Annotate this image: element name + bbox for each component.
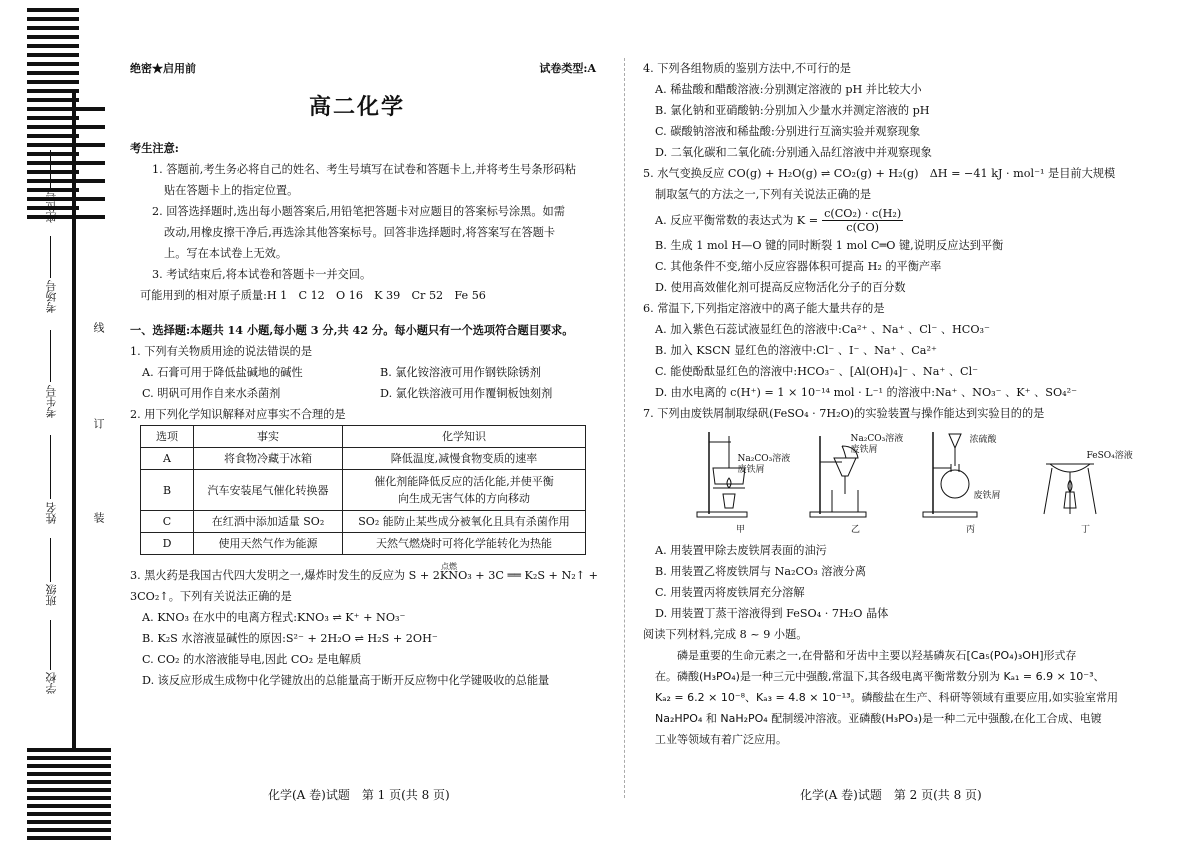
- seat-number-rule: [50, 150, 51, 188]
- margin-stripe: [27, 804, 111, 808]
- margin-stripe: [27, 152, 79, 156]
- candidate-number-rule: [50, 330, 51, 382]
- margin-stripe: [27, 179, 105, 183]
- figure-caption: 甲: [735, 525, 745, 535]
- question-5-option-a: [643, 205, 1143, 235]
- figure-label: Na₂CO₃溶液: [850, 434, 904, 444]
- table-cell: C: [141, 511, 194, 533]
- margin-stripe: [27, 820, 111, 824]
- option-a-prefix: A. 反应平衡常数的表达式为 K =: [655, 213, 819, 227]
- cut-mark-bind: 装: [92, 512, 105, 523]
- cut-mark-line: 线: [92, 322, 105, 333]
- exam-page-1: [118, 58, 599, 691]
- table-row: [141, 470, 586, 511]
- option: C. 用装置丙将废铁屑充分溶解: [655, 586, 805, 599]
- margin-stripe: [27, 215, 105, 219]
- table-header: 化学知识: [343, 426, 586, 448]
- question-3-stem-cont: 3CO₂↑。下列有关说法正确的是: [130, 590, 292, 603]
- reading-intro: 阅读下列材料,完成 8 ~ 9 小题。: [643, 628, 808, 641]
- option: C. 能使酚酞显红色的溶液中:HCO₃⁻ 、[Al(OH)₄]⁻ 、Na⁺ 、Cl⁻: [655, 365, 979, 378]
- exam-title: 高二化学: [308, 94, 405, 120]
- table-row: [141, 448, 586, 470]
- margin-stripe: [27, 17, 79, 21]
- exam-room-rule: [50, 236, 51, 278]
- margin-stripe: [27, 125, 105, 129]
- apparatus-figures: [643, 428, 1143, 536]
- reading-line: 在。磷酸(H₃PO₄)是一种三元中强酸,常温下,其各级电离平衡常数分别为 Kₐ₁ = 6.9 × 10⁻³、: [655, 670, 1105, 683]
- exam-room-label: 考场号: [45, 280, 58, 313]
- reaction-condition: 点燃: [441, 562, 457, 571]
- page1-header: [130, 58, 596, 79]
- figure-caption: 丙: [965, 525, 975, 535]
- table-cell: A: [141, 448, 194, 470]
- fraction-denominator: c(CO): [846, 220, 880, 234]
- margin-stripe: [27, 748, 111, 752]
- margin-stripe: [27, 8, 79, 12]
- option: A. 加入紫色石蕊试液显红色的溶液中:Ca²⁺ 、Na⁺ 、Cl⁻ 、HCO₃⁻: [655, 323, 990, 336]
- question-3-stem-text: 3. 黑火药是我国古代四大发明之一,爆炸时发生的反应为 S + 2KNO₃ + 3C ══ K₂S + N₂↑ +: [130, 569, 599, 582]
- figure-label: 废铁屑: [973, 491, 1001, 501]
- page-divider: [624, 58, 625, 798]
- question-2-table: [140, 425, 586, 555]
- margin-stripe: [27, 116, 79, 120]
- notice-line: 1. 答题前,考生务必将自己的姓名、考生号填写在试卷和答题卡上,并将考生号条形码粘: [152, 163, 577, 176]
- table-header: 选项: [141, 426, 194, 448]
- reading-line: 工业等领域有着广泛应用。: [655, 733, 787, 746]
- table-row: [141, 511, 586, 533]
- option: C. CO₂ 的水溶液能导电,因此 CO₂ 是电解质: [142, 653, 362, 666]
- table-row: [141, 533, 586, 555]
- table-cell: 将食物冷藏于冰箱: [194, 448, 343, 470]
- notice-line: 3. 考试结束后,将本试卷和答题卡一并交回。: [152, 268, 372, 281]
- name-label: 姓名: [45, 502, 58, 524]
- figure-caption: 丁: [1080, 525, 1090, 535]
- option: C. 其他条件不变,缩小反应容器体积可提高 H₂ 的平衡产率: [655, 260, 942, 273]
- table-cell: 汽车安装尾气催化转换器: [194, 470, 343, 511]
- figure-label: 浓硫酸: [969, 435, 997, 445]
- apparatus-jia: [686, 428, 796, 536]
- page2-footer: 化学(A 卷)试题 第 2 页(共 8 页): [800, 788, 982, 802]
- margin-stripe: [27, 764, 111, 768]
- table-cell: 使用天然气作为能源: [194, 533, 343, 555]
- margin-stripe: [27, 143, 105, 147]
- option: B. 氯化钠和亚硝酸钠:分别加入少量水并测定溶液的 pH: [655, 104, 930, 117]
- margin-stripe: [27, 161, 105, 165]
- apparatus-ding: [1031, 428, 1141, 536]
- margin-stripe: [27, 836, 111, 840]
- option: A. 石膏可用于降低盐碱地的碱性: [142, 366, 303, 379]
- option: D. 用装置丁蒸干溶液得到 FeSO₄ · 7H₂O 晶体: [655, 607, 889, 620]
- option: A. 用装置甲除去废铁屑表面的油污: [655, 544, 827, 557]
- margin-stripe: [27, 772, 111, 776]
- margin-stripe: [27, 26, 79, 30]
- secret-mark: 绝密★启用前: [130, 62, 196, 75]
- table-header: 事实: [194, 426, 343, 448]
- fraction-numerator: c(CO₂) · c(H₂): [824, 206, 902, 220]
- paper-type: 试卷类型:A: [539, 62, 596, 75]
- table-cell: B: [141, 470, 194, 511]
- margin-stripe: [27, 98, 79, 102]
- margin-stripe: [27, 44, 79, 48]
- table-cell: 降低温度,减慢食物变质的速率: [343, 448, 586, 470]
- option: D. 氯化铁溶液可用作覆铜板蚀刻剂: [380, 387, 553, 400]
- candidate-number-label: 考生号: [45, 385, 58, 418]
- notice-line: 贴在答题卡上的指定位置。: [164, 184, 299, 197]
- margin-stripe: [27, 53, 79, 57]
- figure-label: FeSO₄溶液: [1086, 451, 1133, 461]
- table-cell: 在红酒中添加适量 SO₂: [194, 511, 343, 533]
- option: D. 由水电离的 c(H⁺) = 1 × 10⁻¹⁴ mol · L⁻¹ 的溶液中:Na⁺ 、NO₃⁻ 、K⁺ 、SO₄²⁻: [655, 386, 1077, 399]
- apparatus-ding-drawing: [1036, 428, 1136, 520]
- question-6-stem: 6. 常温下,下列指定溶液中的离子能大量共存的是: [643, 302, 885, 315]
- question-5-stem-cont: 制取氢气的方法之一,下列有关说法正确的是: [655, 188, 872, 201]
- question-5-stem: 5. 水气变换反应 CO(g) + H₂O(g) ⇌ CO₂(g) + H₂(g) ΔH = −41 kJ · mol⁻¹ 是目前大规模: [643, 167, 1116, 180]
- table-cell: 天然气燃烧时可将化学能转化为热能: [343, 533, 586, 555]
- class-label: 班级: [45, 584, 58, 606]
- table-cell: 催化剂能降低反应的活化能,并使平衡向生成无害气体的方向移动: [343, 470, 586, 511]
- margin-stripe: [27, 796, 111, 800]
- class-rule: [50, 538, 51, 582]
- page1-footer: 化学(A 卷)试题 第 1 页(共 8 页): [268, 788, 450, 802]
- option: B. 生成 1 mol H—O 键的同时断裂 1 mol C═O 键,说明反应达到平衡: [655, 239, 1004, 252]
- apparatus-bing: [916, 428, 1026, 536]
- option: A. KNO₃ 在水中的电离方程式:KNO₃ ⇌ K⁺ + NO₃⁻: [142, 611, 406, 624]
- reading-line: 磷是重要的生命元素之一,在骨骼和牙齿中主要以羟基磷灰石[Ca₅(PO₄)₃OH]形式存: [677, 649, 1077, 662]
- question-3-stem: [118, 562, 599, 586]
- option: B. K₂S 水溶液显碱性的原因:S²⁻ + 2H₂O ⇌ H₂S + 2OH⁻: [142, 632, 438, 645]
- question-1-options: [118, 362, 596, 404]
- margin-stripe: [27, 35, 79, 39]
- margin-stripe: [27, 107, 105, 111]
- figure-label: 废铁屑: [737, 465, 765, 475]
- margin-stripe: [27, 170, 79, 174]
- margin-stripe: [27, 756, 111, 760]
- margin-stripe: [27, 71, 79, 75]
- school-label: 学校: [45, 672, 58, 694]
- question-4-stem: 4. 下列各组物质的鉴别方法中,不可行的是: [643, 62, 851, 75]
- reading-line: Na₂HPO₄ 和 NaH₂PO₄ 配制缓冲溶液。亚磷酸(H₃PO₃)是一种二元中强酸,在化工合成、电镀: [655, 712, 1102, 725]
- equilibrium-fraction: [822, 207, 903, 234]
- cut-mark-staple: 订: [92, 418, 105, 429]
- option: B. 用装置乙将废铁屑与 Na₂CO₃ 溶液分离: [655, 565, 867, 578]
- figure-caption: 乙: [850, 525, 860, 535]
- option: C. 明矾可用作自来水杀菌剂: [142, 387, 281, 400]
- margin-stripe: [27, 828, 111, 832]
- seat-number-label: 座位号: [45, 190, 58, 223]
- option: D. 使用高效催化剂可提高反应物活化分子的百分数: [655, 281, 906, 294]
- margin-stripe: [27, 812, 111, 816]
- margin-stripe: [27, 62, 79, 66]
- question-1-stem: 1. 下列有关物质用途的说法错误的是: [130, 345, 313, 358]
- option: D. 二氧化碳和二氧化硫:分别通入品红溶液中并观察现象: [655, 146, 932, 159]
- notice-title: 考生注意:: [130, 141, 179, 155]
- school-rule: [50, 620, 51, 670]
- table-cell: SO₂ 能防止某些成分被氧化且具有杀菌作用: [343, 511, 586, 533]
- binding-margin: [0, 0, 112, 849]
- margin-stripe: [27, 197, 105, 201]
- section-heading: 一、选择题:本题共 14 小题,每小题 3 分,共 42 分。每小题只有一个选项符合题目要求。: [130, 323, 574, 337]
- figure-label: Na₂CO₃溶液: [737, 454, 791, 464]
- option: A. 稀盐酸和醋酸溶液:分别测定溶液的 pH 并比较大小: [655, 83, 922, 96]
- option: C. 碳酸钠溶液和稀盐酸:分别进行互滴实验并观察现象: [655, 125, 921, 138]
- margin-stripe: [27, 788, 111, 792]
- margin-stripe: [27, 134, 79, 138]
- question-7-stem: 7. 下列由废铁屑制取绿矾(FeSO₄ · 7H₂O)的实验装置与操作能达到实验目的的是: [643, 407, 1045, 420]
- reading-line: Kₐ₂ = 6.2 × 10⁻⁸、Kₐ₃ = 4.8 × 10⁻¹³。磷酸盐在生产、科研等领域有重要应用,如实验室常用: [655, 691, 1119, 704]
- question-2-stem: 2. 用下列化学知识解释对应事实不合理的是: [130, 408, 346, 421]
- option: D. 该反应形成生成物中化学键放出的总能量高于断开反应物中化学键吸收的总能量: [142, 674, 550, 687]
- name-rule: [50, 435, 51, 499]
- margin-stripe: [27, 780, 111, 784]
- exam-page-2: [643, 58, 1143, 750]
- apparatus-yi: [801, 428, 911, 536]
- margin-stripe: [27, 80, 79, 84]
- margin-stripe: [27, 89, 79, 93]
- atomic-masses: 可能用到的相对原子质量:H 1 C 12 O 16 K 39 Cr 52 Fe 56: [140, 289, 486, 302]
- table-cell: D: [141, 533, 194, 555]
- figure-label: 废铁屑: [850, 445, 878, 455]
- notice-line: 上。写在本试卷上无效。: [164, 247, 288, 260]
- notice-line: 改动,用橡皮擦干净后,再选涂其他答案标号。回答非选择题时,将答案写在答题卡: [164, 226, 556, 239]
- notice-line: 2. 回答选择题时,选出每小题答案后,用铅笔把答题卡对应题目的答案标号涂黑。如需: [152, 205, 565, 218]
- option: B. 加入 KSCN 显红色的溶液中:Cl⁻ 、I⁻ 、Na⁺ 、Ca²⁺: [655, 344, 937, 357]
- option: B. 氯化铵溶液可用作钢铁除锈剂: [380, 366, 541, 379]
